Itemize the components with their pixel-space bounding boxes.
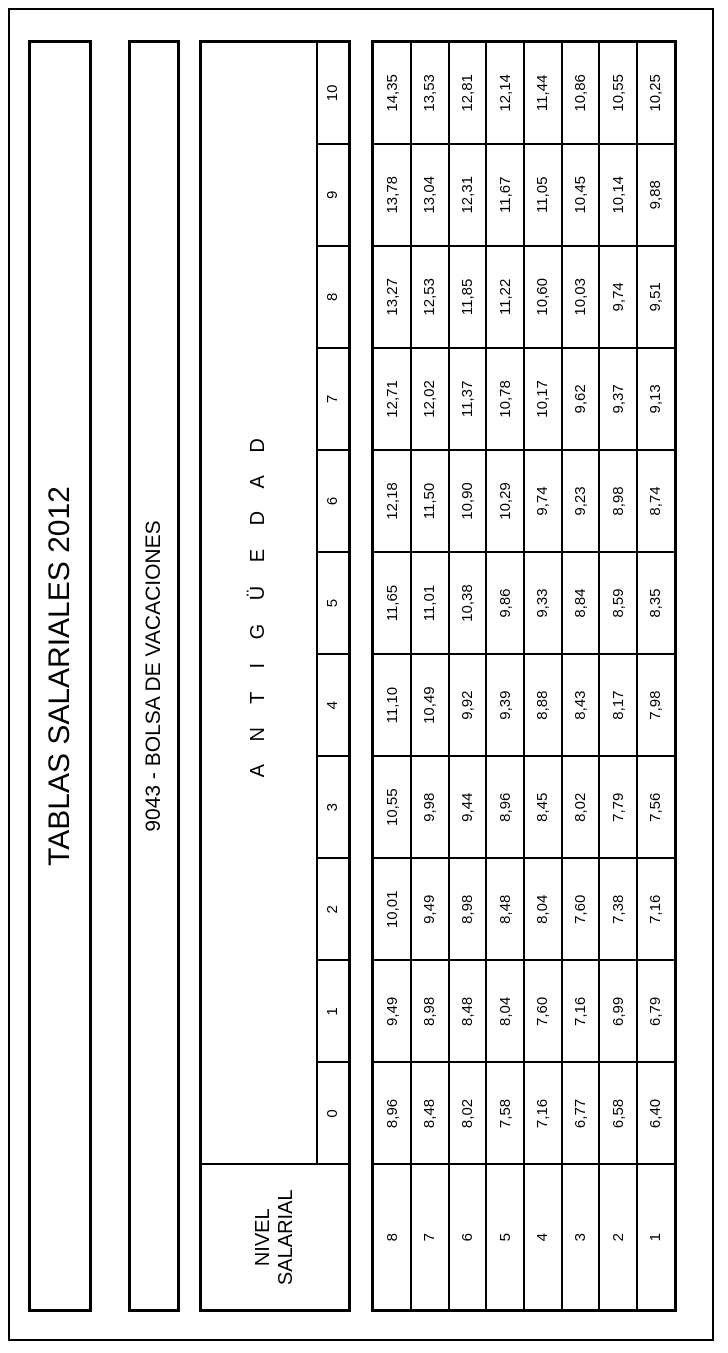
value-cell: 9,44 bbox=[449, 756, 487, 858]
value-cell: 8,98 bbox=[599, 450, 637, 552]
value-cell: 11,44 bbox=[524, 42, 562, 144]
value-cell: 9,23 bbox=[562, 450, 600, 552]
value-cell: 9,49 bbox=[411, 858, 449, 960]
value-cell: 8,02 bbox=[562, 756, 600, 858]
value-cell: 11,65 bbox=[373, 552, 412, 654]
salary-table bbox=[371, 40, 677, 1312]
value-cell: 7,16 bbox=[637, 858, 676, 960]
antiguedad-column-header: 5 bbox=[317, 552, 350, 654]
value-cell: 10,45 bbox=[562, 144, 600, 246]
value-cell: 11,01 bbox=[411, 552, 449, 654]
table-header bbox=[199, 40, 351, 1312]
data-table bbox=[371, 40, 677, 1312]
value-cell: 10,86 bbox=[562, 42, 600, 144]
table-row bbox=[411, 42, 449, 1311]
value-cell: 11,10 bbox=[373, 654, 412, 756]
antiguedad-column-header: 7 bbox=[317, 348, 350, 450]
value-cell: 8,35 bbox=[637, 552, 676, 654]
page-title: TABLAS SALARIALES 2012 bbox=[43, 486, 76, 866]
value-cell: 8,04 bbox=[524, 858, 562, 960]
value-cell: 13,53 bbox=[411, 42, 449, 144]
value-cell: 7,60 bbox=[562, 858, 600, 960]
antiguedad-columns-row bbox=[317, 42, 350, 1311]
value-cell: 9,51 bbox=[637, 246, 676, 348]
value-cell: 10,78 bbox=[486, 348, 524, 450]
nivel-cell: 2 bbox=[599, 1165, 637, 1311]
value-cell: 6,79 bbox=[637, 960, 676, 1062]
value-cell: 9,39 bbox=[486, 654, 524, 756]
value-cell: 12,71 bbox=[373, 348, 412, 450]
value-cell: 7,79 bbox=[599, 756, 637, 858]
value-cell: 8,48 bbox=[449, 960, 487, 1062]
value-cell: 8,48 bbox=[486, 858, 524, 960]
table-row bbox=[524, 42, 562, 1311]
value-cell: 13,78 bbox=[373, 144, 412, 246]
nivel-cell: 1 bbox=[637, 1165, 676, 1311]
value-cell: 8,74 bbox=[637, 450, 676, 552]
value-cell: 8,17 bbox=[599, 654, 637, 756]
antiguedad-column-header: 1 bbox=[317, 960, 350, 1062]
value-cell: 9,33 bbox=[524, 552, 562, 654]
value-cell: 10,25 bbox=[637, 42, 676, 144]
salarial-label: SALARIAL bbox=[275, 1189, 297, 1286]
antiguedad-column-header: 0 bbox=[317, 1062, 350, 1164]
value-cell: 9,98 bbox=[411, 756, 449, 858]
value-cell: 11,50 bbox=[411, 450, 449, 552]
value-cell: 7,98 bbox=[637, 654, 676, 756]
antiguedad-column-header: 8 bbox=[317, 246, 350, 348]
antiguedad-column-header: 3 bbox=[317, 756, 350, 858]
table-row bbox=[637, 42, 676, 1311]
value-cell: 12,02 bbox=[411, 348, 449, 450]
nivel-cell: 3 bbox=[562, 1165, 600, 1311]
value-cell: 10,60 bbox=[524, 246, 562, 348]
nivel-cell: 8 bbox=[373, 1165, 412, 1311]
table-row bbox=[562, 42, 600, 1311]
value-cell: 13,04 bbox=[411, 144, 449, 246]
nivel-cell: 5 bbox=[486, 1165, 524, 1311]
table-row bbox=[486, 42, 524, 1311]
value-cell: 9,37 bbox=[599, 348, 637, 450]
antiguedad-column-header: 9 bbox=[317, 144, 350, 246]
value-cell: 11,05 bbox=[524, 144, 562, 246]
nivel-cell: 4 bbox=[524, 1165, 562, 1311]
value-cell: 9,13 bbox=[637, 348, 676, 450]
antiguedad-column-header: 2 bbox=[317, 858, 350, 960]
page-subtitle: 9043 - BOLSA DE VACACIONES bbox=[142, 520, 165, 832]
antiguedad-column-header: 10 bbox=[317, 42, 350, 144]
value-cell: 7,58 bbox=[486, 1062, 524, 1164]
value-cell: 11,37 bbox=[449, 348, 487, 450]
value-cell: 8,48 bbox=[411, 1062, 449, 1164]
value-cell: 10,55 bbox=[599, 42, 637, 144]
value-cell: 8,04 bbox=[486, 960, 524, 1062]
value-cell: 8,59 bbox=[599, 552, 637, 654]
value-cell: 10,01 bbox=[373, 858, 412, 960]
antiguedad-column-header: 6 bbox=[317, 450, 350, 552]
value-cell: 9,86 bbox=[486, 552, 524, 654]
nivel-cell: 7 bbox=[411, 1165, 449, 1311]
value-cell: 12,81 bbox=[449, 42, 487, 144]
value-cell: 11,67 bbox=[486, 144, 524, 246]
subtitle-box bbox=[128, 40, 180, 1312]
value-cell: 10,17 bbox=[524, 348, 562, 450]
value-cell: 12,18 bbox=[373, 450, 412, 552]
value-cell: 7,38 bbox=[599, 858, 637, 960]
nivel-cell: 6 bbox=[449, 1165, 487, 1311]
value-cell: 9,49 bbox=[373, 960, 412, 1062]
value-cell: 6,99 bbox=[599, 960, 637, 1062]
value-cell: 12,14 bbox=[486, 42, 524, 144]
title-box bbox=[28, 40, 92, 1312]
table-row bbox=[599, 42, 637, 1311]
value-cell: 7,16 bbox=[562, 960, 600, 1062]
value-cell: 8,43 bbox=[562, 654, 600, 756]
value-cell: 12,31 bbox=[449, 144, 487, 246]
value-cell: 7,60 bbox=[524, 960, 562, 1062]
value-cell: 8,96 bbox=[373, 1062, 412, 1164]
value-cell: 11,85 bbox=[449, 246, 487, 348]
value-cell: 10,38 bbox=[449, 552, 487, 654]
value-cell: 10,03 bbox=[562, 246, 600, 348]
header-table bbox=[199, 40, 351, 1312]
value-cell: 8,45 bbox=[524, 756, 562, 858]
value-cell: 14,35 bbox=[373, 42, 412, 144]
value-cell: 8,02 bbox=[449, 1062, 487, 1164]
value-cell: 9,74 bbox=[599, 246, 637, 348]
value-cell: 8,98 bbox=[449, 858, 487, 960]
value-cell: 8,88 bbox=[524, 654, 562, 756]
nivel-label: NIVEL bbox=[252, 1208, 274, 1267]
value-cell: 13,27 bbox=[373, 246, 412, 348]
value-cell: 8,84 bbox=[562, 552, 600, 654]
value-cell: 9,62 bbox=[562, 348, 600, 450]
value-cell: 6,40 bbox=[637, 1062, 676, 1164]
value-cell: 12,53 bbox=[411, 246, 449, 348]
value-cell: 9,92 bbox=[449, 654, 487, 756]
value-cell: 8,96 bbox=[486, 756, 524, 858]
value-cell: 7,56 bbox=[637, 756, 676, 858]
table-row bbox=[373, 42, 412, 1311]
value-cell: 11,22 bbox=[486, 246, 524, 348]
value-cell: 8,98 bbox=[411, 960, 449, 1062]
antiguedad-column-header: 4 bbox=[317, 654, 350, 756]
value-cell: 6,77 bbox=[562, 1062, 600, 1164]
nivel-salarial-header bbox=[201, 1165, 350, 1311]
value-cell: 10,90 bbox=[449, 450, 487, 552]
value-cell: 7,16 bbox=[524, 1062, 562, 1164]
value-cell: 10,29 bbox=[486, 450, 524, 552]
value-cell: 10,14 bbox=[599, 144, 637, 246]
value-cell: 9,88 bbox=[637, 144, 676, 246]
antiguedad-header: A N T I G Ü E D A D bbox=[201, 42, 317, 1165]
table-row bbox=[449, 42, 487, 1311]
value-cell: 6,58 bbox=[599, 1062, 637, 1164]
value-cell: 9,74 bbox=[524, 450, 562, 552]
value-cell: 10,49 bbox=[411, 654, 449, 756]
value-cell: 10,55 bbox=[373, 756, 412, 858]
